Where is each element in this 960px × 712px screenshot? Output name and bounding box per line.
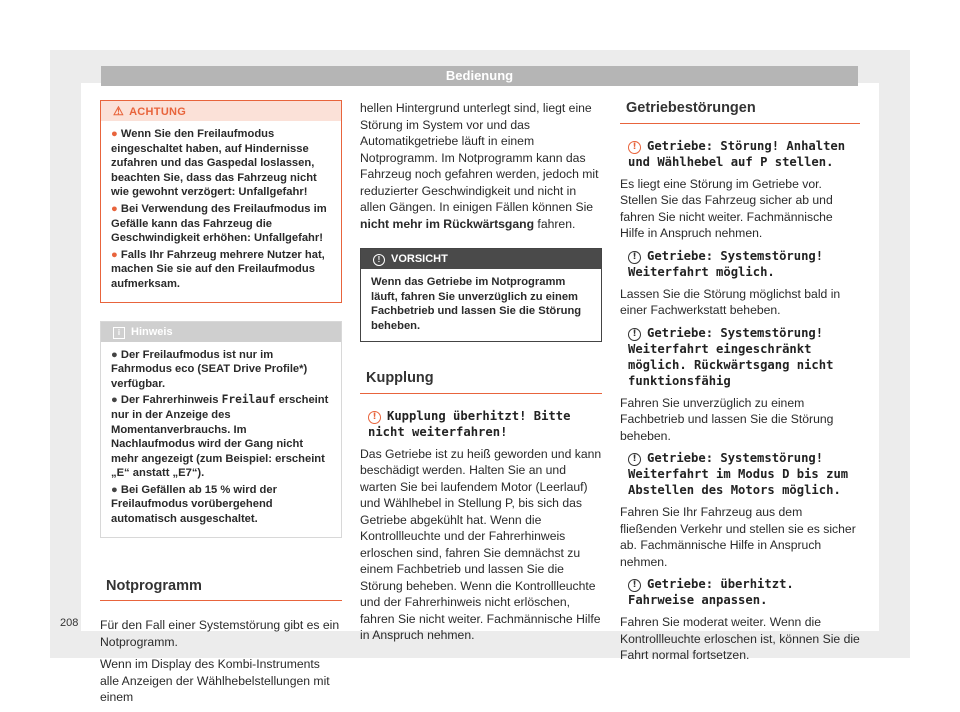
paragraph: Fahren Sie unverzüglich zu einem Fachbetrieb und lassen Sie die Störung beheben. bbox=[620, 395, 834, 443]
hint-item: ● Der Fahrerhinweis Freilauf erscheint nur in der Anzeige des Momentanverbrauchs. Im Nachlaufmodus wird der Gang nicht mehr angezeigt (zum Beispiel: erscheint „E“ anstatt „E7“). bbox=[111, 393, 329, 480]
warning-item: ● Falls Ihr Fahrzeug mehrere Nutzer hat, machen Sie sie auf den Freilaufmodus aufmerksam. bbox=[111, 248, 325, 290]
heading-getriebestoerungen: Getriebestörungen bbox=[620, 100, 860, 124]
paragraph: Fahren Sie moderat weiter. Wenn die Kontrollleuchte erloschen ist, können Sie die Fahrt normal fortsetzen. bbox=[620, 615, 860, 662]
paragraph: Das Getriebe ist zu heiß geworden und kann beschädigt werden. Halten Sie an und warten Sie bei laufendem Motor (Leerlauf) und Wählhebel in Stellung P, bis sich das Getriebe abgekühlt hat. Wenn die Kontrollleuchte und der Fahrerhinweis erloschen sind, fahren Sie demnächst zu einem Fachbetrieb und lassen Sie die Störung beheben. Wenn die Kontrollleuchte und der Fahrerhinweis nicht erlöschen, fahren Sie nicht weiter. Fachmännische Hilfe in Anspruch nehmen. bbox=[360, 446, 602, 643]
caution-lamp-icon: ! bbox=[628, 579, 641, 592]
hint-item: ● Bei Gefällen ab 15 % wird der Freilaufmodus vorübergehend automatisch ausgeschaltet. bbox=[111, 483, 277, 526]
caution-title: VORSICHT bbox=[391, 253, 448, 265]
paragraph: Fahren Sie Ihr Fahrzeug aus dem fließenden Verkehr und stellen sie es sicher ab. Fachmännische Hilfe in Anspruch nehmen. bbox=[620, 505, 856, 569]
hint-box bbox=[100, 321, 342, 538]
paragraph: Lassen Sie die Störung möglichst bald in einer Fachwerkstatt beheben. bbox=[620, 286, 841, 317]
warning-header bbox=[101, 101, 341, 121]
warning-item: ● Wenn Sie den Freilaufmodus eingeschaltet haben, auf Hindernisse zufahren und das Gaspedal loslassen, beachten Sie, dass das Fahrzeug nicht wie gewohnt verzögert: Unfallgefahr! bbox=[111, 128, 317, 199]
hint-body bbox=[101, 342, 341, 537]
column-right bbox=[620, 100, 860, 670]
caution-box bbox=[360, 248, 602, 342]
warning-item: ● Bei Verwendung des Freilaufmodus im Gefälle kann das Fahrzeug die Geschwindigkeit erhöhen: Unfallgefahr! bbox=[111, 202, 327, 245]
driver-message: ! Kupplung überhitzt! Bitte nicht weiterfahren! bbox=[368, 408, 571, 439]
paragraph: hellen Hintergrund unterlegt sind, liegt eine Störung im System vor und das Automatikgetriebe läuft in einem Notprogramm. Im Notprogramm kann das Fahrzeug noch gefahren werden, jedoch mit reduzierter Geschwindigkeit und nicht in allen Gängen. In einigen Fällen können Sie nicht mehr im Rückwärtsgang fahren. bbox=[360, 101, 599, 231]
hint-item: ● Der Freilaufmodus ist nur im Fahrmodus eco (SEAT Drive Profile*) verfügbar. bbox=[111, 348, 308, 390]
warning-triangle-icon: ⚠ bbox=[113, 104, 125, 118]
warning-lamp-icon: ! bbox=[628, 141, 641, 154]
hint-title: Hinweis bbox=[131, 325, 173, 338]
column-middle bbox=[360, 100, 602, 650]
exclamation-icon: ! bbox=[373, 254, 385, 266]
warning-title: ACHTUNG bbox=[129, 106, 187, 118]
caution-header bbox=[361, 249, 601, 269]
paragraph: Wenn im Display des Kombi-Instruments alle Anzeigen der Wählhebelstellungen mit einem bbox=[100, 657, 330, 705]
driver-message: ! Getriebe: Systemstörung! Weiterfahrt möglich. bbox=[628, 248, 824, 279]
driver-message: ! Getriebe: Systemstörung! Weiterfahrt im Modus D bis zum Abstellen des Motors möglich. bbox=[628, 451, 849, 497]
driver-message: ! Getriebe: überhitzt. Fahrweise anpassen. bbox=[628, 577, 794, 607]
caution-lamp-icon: ! bbox=[628, 453, 641, 466]
warning-lamp-icon: ! bbox=[368, 411, 381, 424]
section-header: Bedienung bbox=[101, 66, 858, 86]
paragraph: Für den Fall einer Systemstörung gibt es ein Notprogramm. bbox=[100, 618, 340, 649]
driver-message: ! Getriebe: Systemstörung! Weiterfahrt eingeschränkt möglich. Rückwärtsgang nicht funktionsfähig bbox=[628, 325, 834, 388]
heading-notprogramm: Notprogramm bbox=[100, 578, 342, 602]
paragraph: Es liegt eine Störung im Getriebe vor. Stellen Sie das Fahrzeug sicher ab und fahren Sie nicht weiter. Fachmännische Hilfe in Anspruch nehmen. bbox=[620, 176, 833, 240]
warning-box bbox=[100, 100, 342, 303]
warning-body bbox=[101, 121, 341, 302]
driver-message: ! Getriebe: Störung! Anhalten und Wählhebel auf P stellen. bbox=[628, 138, 846, 169]
heading-kupplung: Kupplung bbox=[360, 370, 602, 394]
info-icon: i bbox=[113, 327, 125, 339]
column-left bbox=[100, 100, 342, 712]
hint-header bbox=[101, 322, 341, 342]
caution-lamp-icon: ! bbox=[628, 251, 641, 264]
caution-body: Wenn das Getriebe im Notprogramm läuft, fahren Sie unverzüglich zu einem Fachbetrieb und lassen Sie die Störung beheben. bbox=[371, 276, 582, 332]
caution-lamp-icon: ! bbox=[628, 328, 641, 341]
page-number: 208 bbox=[60, 617, 79, 629]
